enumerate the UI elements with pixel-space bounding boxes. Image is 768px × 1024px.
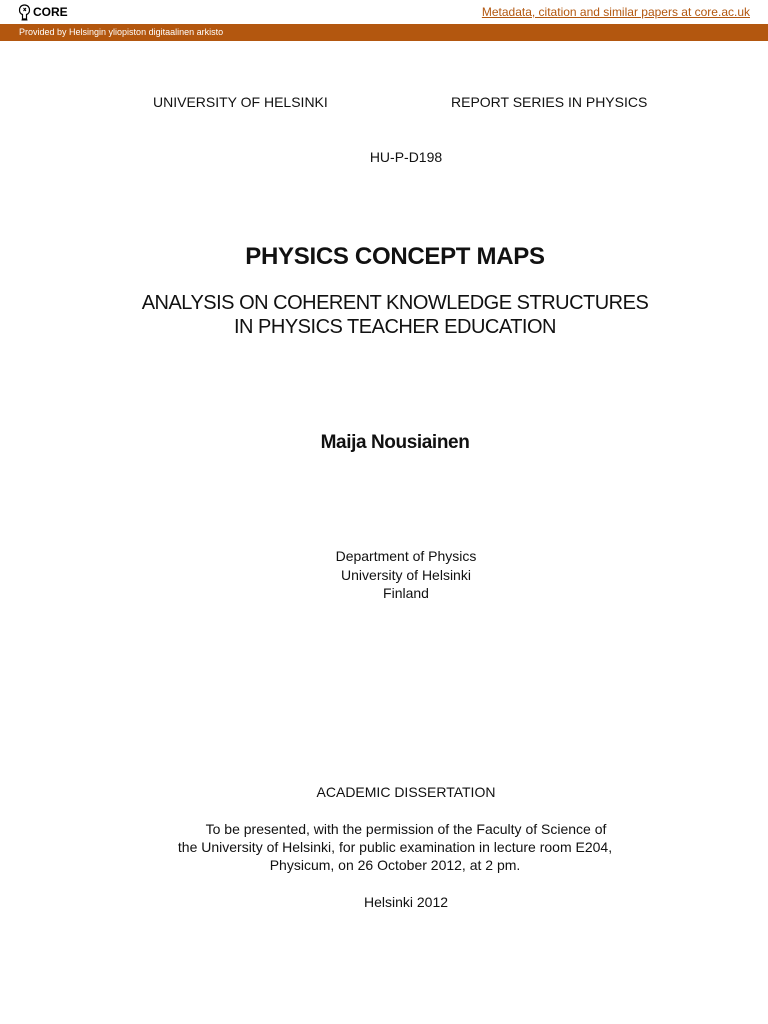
author-name: Maija Nousiainen <box>320 432 470 453</box>
presentation-line-2: the University of Helsinki, for public examination in lecture room E204, <box>177 839 613 855</box>
report-series-header: REPORT SERIES IN PHYSICS <box>451 94 648 110</box>
place-year: Helsinki 2012 <box>363 894 449 910</box>
document-title: PHYSICS CONCEPT MAPS <box>245 243 545 270</box>
affiliation-country: Finland <box>383 585 429 601</box>
core-logo-text: CORE <box>33 5 68 19</box>
provider-bar <box>0 24 768 41</box>
core-logo-icon <box>18 3 31 21</box>
affiliation-university: University of Helsinki <box>341 567 471 583</box>
core-logo[interactable] <box>18 3 68 21</box>
university-header: UNIVERSITY OF HELSINKI <box>153 94 328 110</box>
dissertation-label: ACADEMIC DISSERTATION <box>316 784 496 800</box>
provider-text: Provided by Helsingin yliopiston digitaalinen arkisto <box>19 27 224 37</box>
report-number: HU-P-D198 <box>369 149 443 165</box>
core-metadata-link[interactable]: Metadata, citation and similar papers at core.ac.uk <box>481 5 750 19</box>
core-banner <box>0 0 768 24</box>
presentation-line-1: To be presented, with the permission of the Faculty of Science of <box>205 821 607 837</box>
presentation-line-3: Physicum, on 26 October 2012, at 2 pm. <box>269 857 521 873</box>
affiliation-department: Department of Physics <box>335 548 477 564</box>
subtitle-line-2: IN PHYSICS TEACHER EDUCATION <box>234 316 556 338</box>
subtitle-line-1: ANALYSIS ON COHERENT KNOWLEDGE STRUCTURES <box>141 292 649 314</box>
